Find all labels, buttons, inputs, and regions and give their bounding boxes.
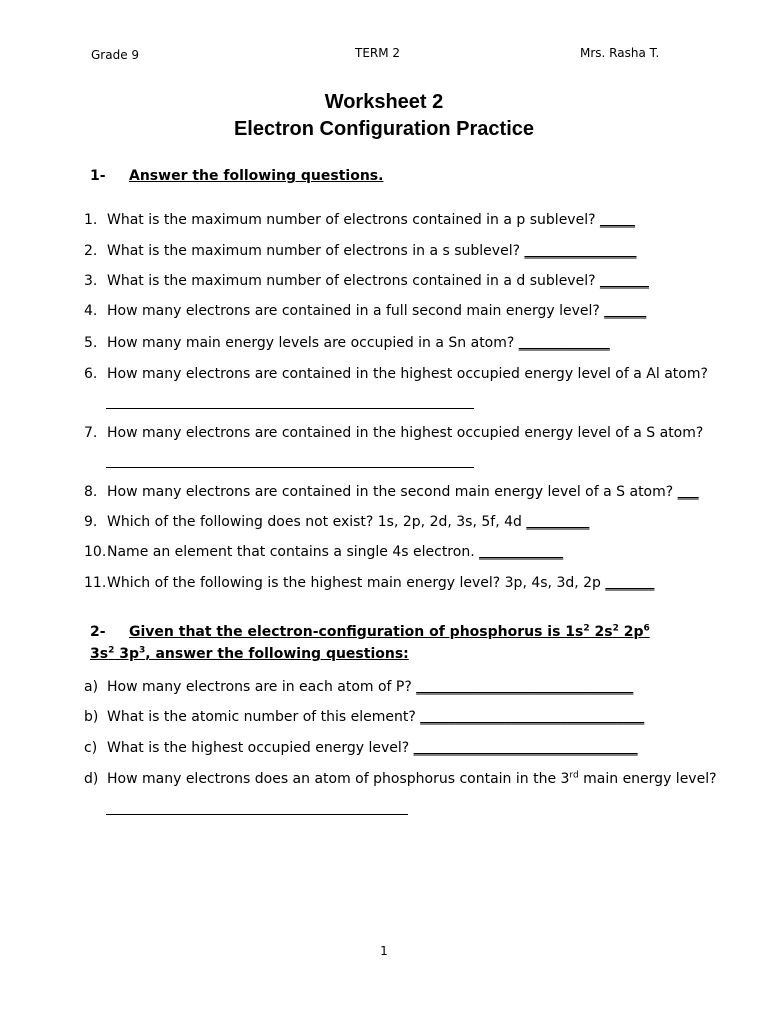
answer-blank: _______ — [605, 575, 655, 591]
question-item — [84, 335, 610, 351]
question-text: Which of the following is the highest main energy level? 3p, 4s, 3d, 2p — [107, 575, 606, 591]
question-number: 1. — [84, 212, 98, 228]
question-item — [84, 514, 589, 530]
question-number: 4. — [84, 303, 98, 319]
question-number: d) — [84, 771, 99, 787]
question-item — [84, 484, 699, 500]
question-text: What is the maximum number of electrons contained in a d sublevel? — [107, 273, 600, 289]
question-text: What is the highest occupied energy level? — [107, 740, 414, 756]
answer-blank: ________________________________ — [420, 709, 645, 725]
page-number: 1 — [380, 944, 388, 958]
question-number: b) — [84, 709, 99, 725]
superscript: 2 — [108, 645, 115, 656]
heading-text: 2p — [618, 624, 644, 640]
question-text: What is the maximum number of electrons in a s sublevel? — [107, 243, 525, 259]
question-item — [84, 544, 563, 560]
section-1-heading — [90, 168, 383, 184]
section-2-heading — [90, 621, 650, 665]
question-text: What is the maximum number of electrons contained in a p sublevel? — [107, 212, 600, 228]
superscript: 2 — [612, 623, 619, 634]
question-item — [84, 679, 633, 695]
heading-text: , answer the following questions: — [145, 646, 409, 662]
answer-line — [106, 408, 474, 409]
answer-blank: _____ — [599, 212, 635, 228]
question-text: How many electrons are contained in a full second main energy level? — [107, 303, 605, 319]
heading-text: Given that the electron-configuration of phosphorus is 1s — [129, 624, 584, 640]
question-number: 7. — [84, 425, 98, 441]
question-item — [84, 709, 644, 725]
worksheet-subtitle: Electron Configuration Practice — [233, 118, 535, 140]
question-text: main energy level? — [578, 771, 717, 787]
superscript: rd — [569, 770, 579, 781]
question-text: Name an element that contains a single 4s electron. — [107, 544, 480, 560]
answer-blank: ________________ — [524, 243, 637, 259]
question-item — [84, 303, 646, 319]
question-item — [84, 575, 654, 591]
answer-blank: _______ — [599, 273, 649, 289]
question-text: How many main energy levels are occupied in a Sn atom? — [107, 335, 519, 351]
question-text: How many electrons does an atom of phosphorus contain in the 3 — [107, 771, 570, 787]
question-item — [84, 243, 636, 259]
question-item — [84, 273, 649, 289]
question-text: What is the atomic number of this element? — [107, 709, 421, 725]
section-number: 2- — [90, 624, 106, 640]
question-number: 3. — [84, 273, 98, 289]
question-text: How many electrons are contained in the highest occupied energy level of a S atom? — [107, 425, 704, 441]
answer-line — [106, 814, 408, 815]
question-number: 6. — [84, 366, 98, 382]
superscript: 3 — [138, 645, 146, 656]
answer-blank: ___ — [677, 484, 699, 500]
question-item — [84, 771, 717, 787]
question-number: 2. — [84, 243, 98, 259]
answer-blank: ____________ — [479, 544, 564, 560]
question-item — [84, 425, 703, 441]
question-text: How many electrons are contained in the highest occupied energy level of a Al atom? — [107, 366, 708, 382]
question-item — [84, 740, 638, 756]
question-number: 10. — [84, 544, 107, 560]
superscript: 6 — [643, 623, 650, 634]
question-number: a) — [84, 679, 99, 695]
question-item — [84, 366, 708, 382]
question-number: 5. — [84, 335, 98, 351]
question-text: Which of the following does not exist? 1s, 2p, 2d, 3s, 5f, 4d — [107, 514, 527, 530]
worksheet-title: Worksheet 2 — [324, 91, 444, 113]
answer-blank: ________________________________ — [413, 740, 638, 756]
section-title — [90, 624, 650, 662]
question-item — [84, 212, 635, 228]
superscript: 2 — [583, 623, 590, 634]
header-grade: Grade 9 — [91, 48, 140, 62]
answer-blank: ______ — [604, 303, 647, 319]
heading-text: 3p — [114, 646, 139, 662]
section-title: Answer the following questions. — [129, 168, 384, 184]
question-number: 9. — [84, 514, 98, 530]
section-number: 1- — [90, 168, 106, 184]
question-number: 8. — [84, 484, 98, 500]
heading-text: 3s — [90, 646, 109, 662]
answer-blank: _______________________________ — [416, 679, 634, 695]
header-teacher: Mrs. Rasha T. — [580, 46, 660, 60]
answer-line — [106, 467, 474, 468]
heading-text: 2s — [589, 624, 613, 640]
question-text: How many electrons are in each atom of P? — [107, 679, 417, 695]
question-text: How many electrons are contained in the second main energy level of a S atom? — [107, 484, 678, 500]
question-number: 11. — [84, 575, 107, 591]
answer-blank: _____________ — [518, 335, 610, 351]
header-term: TERM 2 — [355, 46, 401, 60]
answer-blank: _________ — [526, 514, 590, 530]
question-number: c) — [84, 740, 98, 756]
